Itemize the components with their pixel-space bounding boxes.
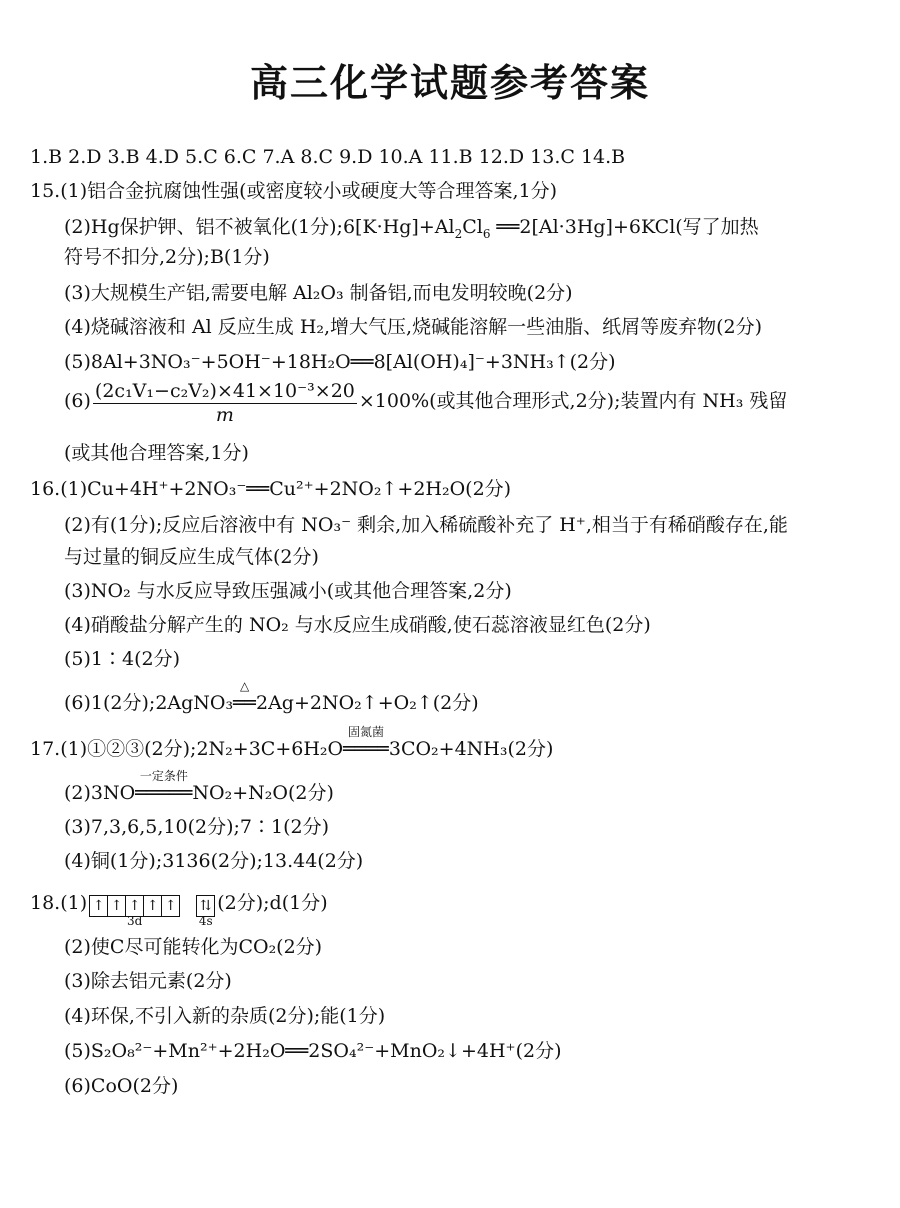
q16-part3: (3)NO₂ 与水反应导致压强减小(或其他合理答案,2分) [64,580,512,602]
q18-part2: (2)使C尽可能转化为CO₂(2分) [64,936,323,958]
q15-fraction [93,379,357,426]
page-title: 高三化学试题参考答案 [249,61,650,105]
q15-part2-b: Cl [462,216,483,238]
q17-part2 [64,769,334,806]
q17-part2-b: NO₂+N₂O(2分) [192,782,334,804]
orbital-3d-box: ↑ [108,896,126,916]
fraction-numerator: (2c₁V₁−c₂V₂)×41×10⁻³×20 [94,379,355,402]
orbital-diagram-3d [89,891,180,928]
q16-part2: (2)有(1分);反应后溶液中有 NO₃⁻ 剩余,加入稀硫酸补充了 H⁺,相当于有稀硝酸存在,能 [64,514,788,536]
q18-part4: (4)环保,不引入新的杂质(2分);能(1分) [64,1005,386,1027]
q15-part4: (4)烧碱溶液和 Al 反应生成 H₂,增大气压,烧碱能溶解一些油脂、纸屑等废弃物(2分) [64,316,763,338]
orbital-label-4s: 4s [198,914,213,928]
q15-part6 [64,376,787,426]
q16-part2-cont: 与过量的铜反应生成气体(2分) [64,546,319,568]
q18-part1-b: (2分);d(1分) [217,892,328,914]
orbital-diagram-4s [196,891,215,928]
q15-part1: 15.(1)铝合金抗腐蚀性强(或密度较小或硬度大等合理答案,1分) [30,180,558,202]
q18-part6: (6)CoO(2分) [64,1075,179,1097]
q16-part6-b: 2Ag+2NO₂↑+O₂↑(2分) [256,692,479,714]
q15-part6-label: (6) [64,390,91,412]
q16-part1: 16.(1)Cu+4H⁺+2NO₃⁻══Cu²⁺+2NO₂↑+2H₂O(2分) [30,478,512,500]
q17-part4: (4)铜(1分);3136(2分);13.44(2分) [64,850,364,872]
q16-part6-a: (6)1(2分);2AgNO₃ [64,692,234,714]
q17-part2-a: (2)3NO [64,782,136,804]
q15-part2-cont: 符号不扣分,2分);B(1分) [64,246,270,268]
q16-part4: (4)硝酸盐分解产生的 NO₂ 与水反应生成硝酸,使石蕊溶液显红色(2分) [64,614,651,636]
multiple-choice-answers: 1.B 2.D 3.B 4.D 5.C 6.C 7.A 8.C 9.D 10.A 11.B 12.D 13.C 14.B [30,146,626,168]
reaction-arrow: ════ [343,738,389,760]
reaction-arrow: ═════ [135,782,193,804]
condition-label: 固氮菌 [347,725,384,739]
reaction-condition-arrow [343,725,389,762]
q18-part3: (3)除去铝元素(2分) [64,970,232,992]
q16-part5: (5)1∶4(2分) [64,648,181,670]
reaction-condition-arrow [135,769,193,806]
q17-part3: (3)7,3,6,5,10(2分);7∶1(2分) [64,816,330,838]
q17-part1-b: 3CO₂+4NH₃(2分) [388,738,554,760]
heat-symbol: △ [239,679,250,693]
q15-part2-a: (2)Hg保护钾、铝不被氧化(1分);6[K·Hg]+Al [64,216,455,238]
q16-part6 [64,679,479,716]
orbital-3d-box: ↑ [126,896,144,916]
orbital-3d-box: ↑ [90,896,108,916]
orbital-3d-box: ↑ [164,898,177,914]
reaction-condition-arrow [233,679,256,716]
orbital-label-3d: 3d [126,914,143,928]
q17-part1-a: 17.(1)①②③(2分);2N₂+3C+6H₂O [30,738,344,760]
q15-part2-c: ══2[Al·3Hg]+6KCl(写了加热 [490,216,759,238]
q18-part1-a: 18.(1) [30,892,88,914]
q15-part6-cont: (或其他合理答案,1分) [64,442,249,464]
q18-part5: (5)S₂O₈²⁻+Mn²⁺+2H₂O══2SO₄²⁻+MnO₂↓+4H⁺(2分) [64,1040,562,1062]
q15-part5: (5)8Al+3NO₃⁻+5OH⁻+18H₂O══8[Al(OH)₄]⁻+3NH₃↑(2分) [64,351,616,373]
q15-part6-rest: ×100%(或其他合理形式,2分);装置内有 NH₃ 残留 [358,390,788,412]
q18-part1 [30,890,328,928]
orbital-4s-box: ⇅ [199,898,212,914]
condition-label: 一定条件 [139,769,188,783]
q15-part2: (2)Hg保护钾、铝不被氧化(1分)$;6[K\cdot Hg]+Al_2Cl_6$ ══2[Al·3Hg]+6KCl(写了加热 [64,216,759,241]
orbital-3d-box: ↑ [144,896,162,916]
q15-part3: (3)大规模生产铝,需要电解 Al₂O₃ 制备铝,而电发明较晚(2分) [64,282,573,304]
reaction-arrow: ══ [233,692,256,714]
fraction-denominator: m [215,403,234,426]
q17-part1 [30,725,554,762]
